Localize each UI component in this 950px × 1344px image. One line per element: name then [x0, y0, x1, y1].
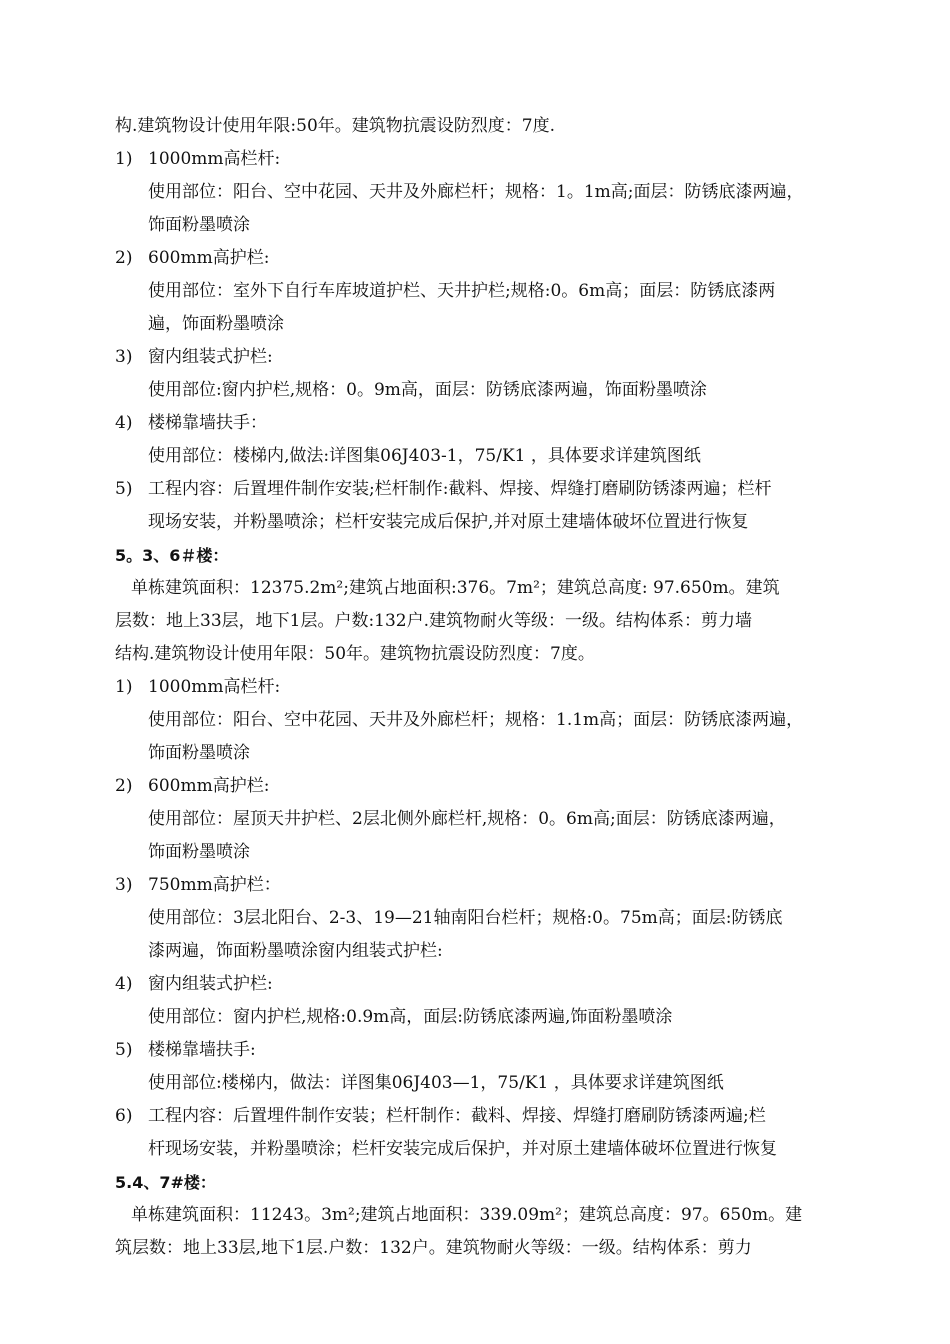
- paragraph-line: 单栋建筑面积：12375.2m²;建筑占地面积:376。7m²；建筑总高度: 97.650m。建筑: [131, 578, 780, 598]
- text-line: 使用部位：阳台、空中花园、天井及外廊栏杆；规格：1。1m高;面层：防锈底漆两遍，: [148, 182, 804, 202]
- paragraph-line: 层数：地上33层，地下1层。户数:132户.建筑物耐火等级：一级。结构体系：剪力墙: [115, 611, 753, 631]
- text-line: 使用部位:窗内护栏,规格：0。9m高，面层：防锈底漆两遍，饰面粉墨喷涂: [148, 380, 707, 400]
- text-line: 使用部位：阳台、空中花园、天井及外廊栏杆；规格：1.1m高；面层：防锈底漆两遍，: [148, 710, 804, 730]
- text-line: 使用部位：3层北阳台、2-3、19—21轴南阳台栏杆；规格:0。75m高；面层:防锈底: [148, 908, 783, 928]
- list-item: 4) 楼梯靠墙扶手：: [115, 413, 267, 433]
- text-line: 使用部位：室外下自行车库坡道护栏、天井护栏;规格:0。6m高；面层：防锈底漆两: [148, 281, 776, 301]
- text-line: 使用部位：楼梯内,做法:详图集06J403-1，75/K1 ，具体要求详建筑图纸: [148, 446, 701, 466]
- text-line: 构.建筑物设计使用年限:50年。建筑物抗震设防烈度：7度.: [115, 116, 555, 136]
- list-item: 1) 1000mm高栏杆:: [115, 149, 281, 169]
- list-item: 3) 窗内组装式护栏:: [115, 347, 273, 367]
- paragraph-line: 单栋建筑面积：11243。3m²;建筑占地面积：339.09m²；建筑总高度：97。650m。建: [131, 1205, 803, 1225]
- text-line: 现场安装，并粉墨喷涂；栏杆安装完成后保护,并对原土建墙体破坏位置进行恢复: [148, 512, 749, 532]
- text-line: 使用部位：屋顶天井护栏、2层北侧外廊栏杆,规格：0。6m高;面层：防锈底漆两遍，: [148, 809, 786, 829]
- text-line: 使用部位：窗内护栏,规格:0.9m高，面层:防锈底漆两遍,饰面粉墨喷涂: [148, 1007, 673, 1027]
- paragraph-line: 结构.建筑物设计使用年限：50年。建筑物抗震设防烈度：7度。: [115, 644, 595, 664]
- section-heading: 5。3、6＃楼：: [115, 546, 229, 565]
- paragraph-line: 筑层数：地上33层,地下1层.户数：132户。建筑物耐火等级：一级。结构体系：剪力: [115, 1238, 752, 1258]
- list-item: 4) 窗内组装式护栏:: [115, 974, 273, 994]
- section-heading: 5.4、7#楼：: [115, 1173, 216, 1192]
- list-item: 2) 600mm高护栏:: [115, 776, 270, 796]
- text-line: 遍，饰面粉墨喷涂: [148, 314, 284, 334]
- list-item: 6) 工程内容：后置埋件制作安装；栏杆制作：截料、焊接、焊缝打磨刷防锈漆两遍;栏: [115, 1106, 766, 1126]
- text-line: 使用部位:楼梯内，做法：详图集06J403—1，75/K1 ，具体要求详建筑图纸: [148, 1073, 724, 1093]
- list-item: 2) 600mm高护栏:: [115, 248, 270, 268]
- text-line: 漆两遍，饰面粉墨喷涂窗内组装式护栏:: [148, 941, 443, 961]
- text-line: 饰面粉墨喷涂: [148, 215, 250, 235]
- text-line: 饰面粉墨喷涂: [148, 842, 250, 862]
- list-item: 3) 750mm高护栏：: [115, 875, 281, 895]
- list-item: 1) 1000mm高栏杆:: [115, 677, 281, 697]
- text-line: 饰面粉墨喷涂: [148, 743, 250, 763]
- list-item: 5) 工程内容：后置埋件制作安装;栏杆制作:截料、焊接、焊缝打磨刷防锈漆两遍；栏杆: [115, 479, 772, 499]
- text-line: 杆现场安装，并粉墨喷涂；栏杆安装完成后保护，并对原土建墙体破坏位置进行恢复: [148, 1139, 777, 1159]
- list-item: 5) 楼梯靠墙扶手:: [115, 1040, 256, 1060]
